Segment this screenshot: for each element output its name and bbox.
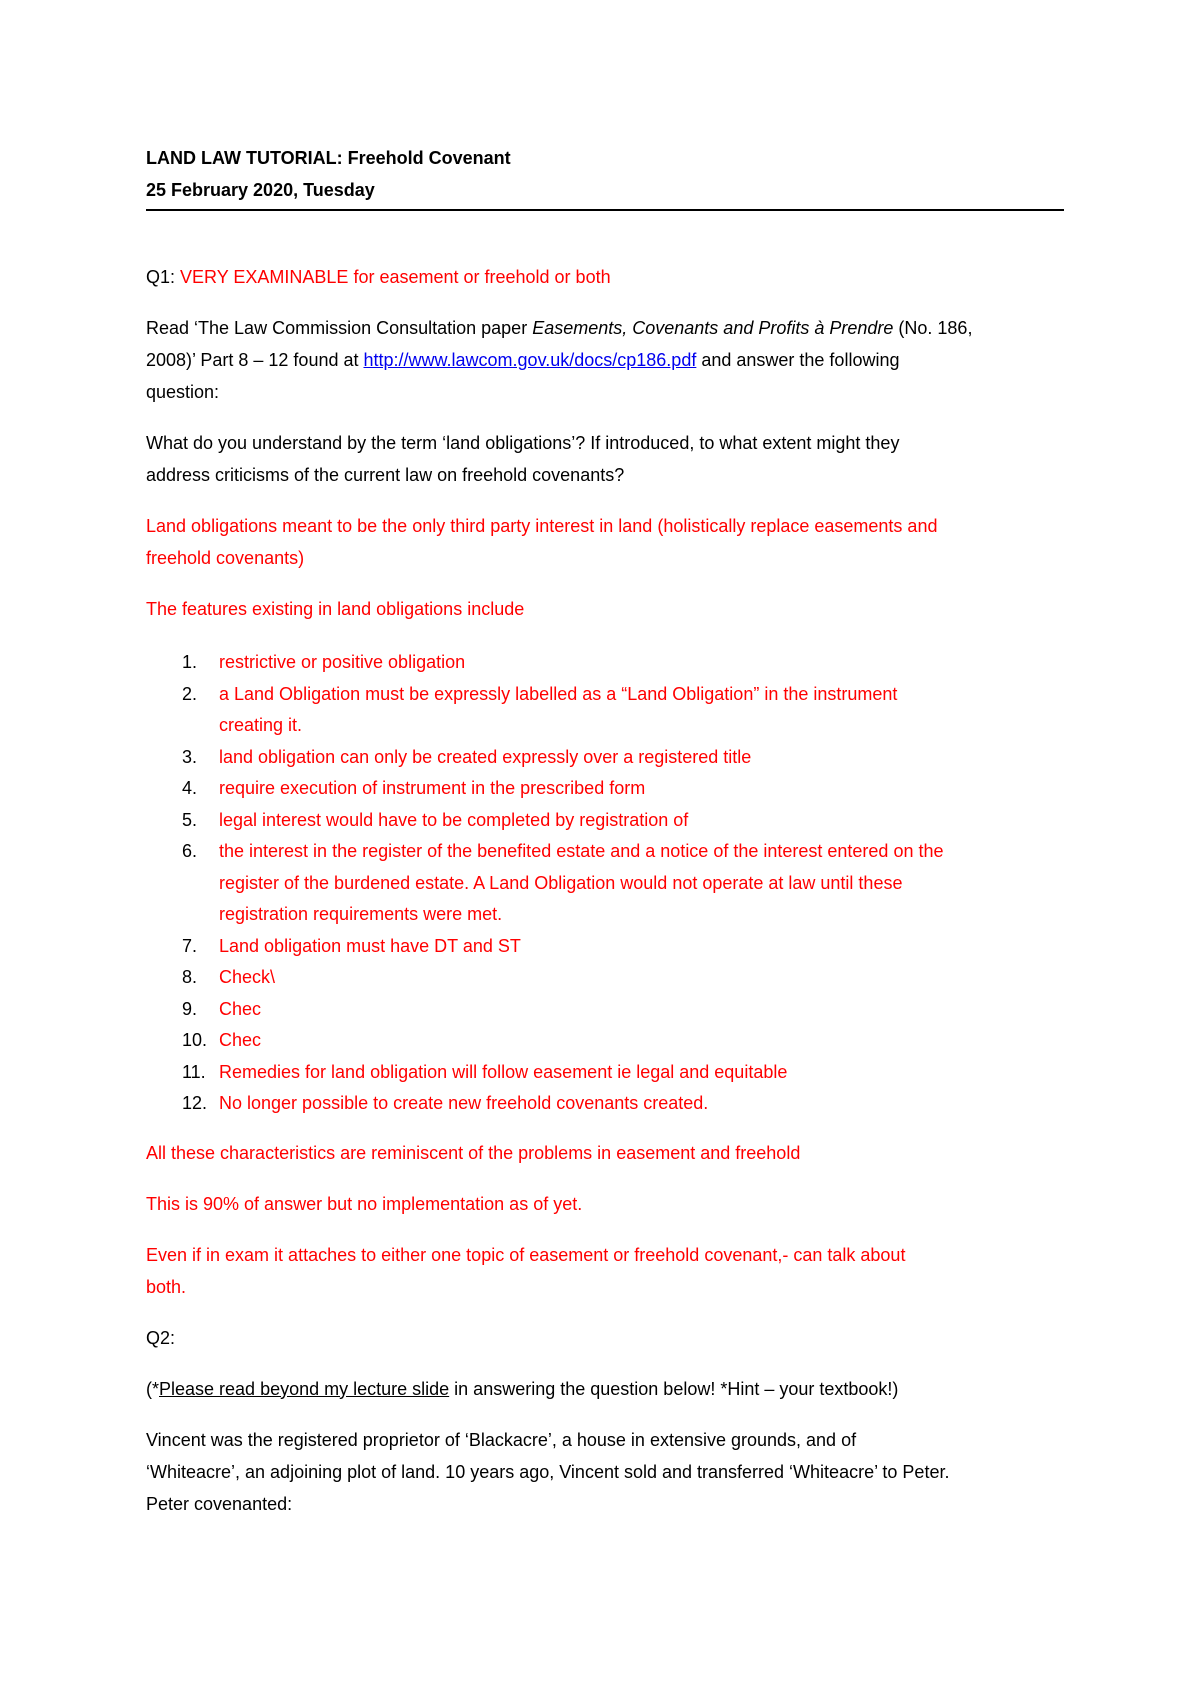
feature-item [146, 773, 1064, 805]
q2-body [146, 1424, 1064, 1520]
document-date: 25 February 2020, Tuesday [146, 180, 375, 200]
feature-item [146, 647, 1064, 679]
feature-item [146, 1088, 1064, 1120]
answer-line: Land obligations meant to be the only third party interest in land (holistically replace easements and [146, 516, 938, 536]
document-title [146, 142, 1064, 174]
answer-line: freehold covenants) [146, 548, 305, 568]
feature-item [146, 931, 1064, 963]
feature-number: 8. [182, 967, 198, 987]
feature-item [146, 679, 1064, 711]
feature-item [146, 836, 1064, 868]
read-line2-prefix: 2008)’ Part 8 – 12 found at [146, 350, 364, 370]
feature-number: 12. [182, 1093, 208, 1113]
read-line2-suffix: and answer the following [696, 350, 900, 370]
feature-number: 1. [182, 652, 198, 672]
feature-number: 5. [182, 809, 198, 830]
feature-number: 2. [182, 683, 198, 704]
header-divider [146, 209, 1064, 211]
feature-text: register of the burdened estate. A Land Obligation would not operate at law until these [219, 872, 903, 893]
q1-answer [146, 510, 1064, 574]
feature-text: Land obligation must have DT and ST [219, 935, 521, 956]
hint-underlined: Please read beyond my lecture slide [159, 1378, 450, 1399]
read-prefix: Read ‘The Law Commission Consultation paper [146, 318, 533, 338]
feature-text: Remedies for land obligation will follow easement ie legal and equitable [219, 1061, 788, 1082]
consultation-paper-link[interactable]: http://www.lawcom.gov.uk/docs/cp186.pdf [363, 350, 697, 370]
hint-open: (* [146, 1378, 159, 1399]
q2-body-line: ‘Whiteacre’, an adjoining plot of land. 10 years ago, Vincent sold and transferred ‘Whiteacre’ to Peter. [146, 1461, 950, 1482]
q2-hint [146, 1373, 1064, 1405]
feature-item [146, 1025, 1064, 1057]
feature-text: No longer possible to create new freehold covenants created. [219, 1093, 709, 1113]
feature-number: 11. [182, 1061, 206, 1082]
summary-characteristics: All these characteristics are reminiscent of the problems in easement and freehold [146, 1142, 801, 1163]
feature-number: 9. [182, 998, 198, 1019]
q2-heading: Q2: [146, 1327, 176, 1348]
title-rest: Freehold Covenant [347, 148, 511, 168]
feature-text: Chec [219, 1030, 262, 1050]
feature-number: 3. [182, 746, 198, 767]
feature-text: Chec [219, 998, 262, 1019]
hint-rest: in answering the question below! *Hint – your textbook!) [449, 1378, 899, 1399]
feature-item [146, 994, 1064, 1026]
q1-question [146, 427, 1064, 491]
summary-exam-note [146, 1239, 1064, 1303]
question-line: What do you understand by the term ‘land obligations’? If introduced, to what extent might they [146, 433, 900, 453]
feature-item [146, 899, 1064, 931]
read-mid: (No. 186, [893, 318, 973, 338]
feature-number: 10. [182, 1030, 208, 1050]
summary-implementation: This is 90% of answer but no implementation as of yet. [146, 1193, 583, 1214]
document-page [146, 142, 1064, 1520]
title-bold: LAND LAW TUTORIAL: [146, 148, 343, 168]
feature-item [146, 710, 1064, 742]
feature-text: a Land Obligation must be expressly labelled as a “Land Obligation” in the instrument [219, 683, 898, 704]
q1-reading-instruction [146, 312, 1064, 408]
feature-item [146, 742, 1064, 774]
feature-text: legal interest would have to be completed by registration of [219, 809, 689, 830]
feature-text: Check\ [219, 967, 276, 987]
exam-note-line: both. [146, 1276, 187, 1297]
features-intro: The features existing in land obligations include [146, 599, 525, 619]
q1-heading [146, 261, 1064, 293]
feature-text: land obligation can only be created expressly over a registered title [219, 746, 752, 767]
feature-text: registration requirements were met. [219, 904, 503, 924]
q1-note: VERY EXAMINABLE for easement or freehold or both [180, 267, 611, 287]
feature-item [146, 868, 1064, 900]
feature-number: 7. [182, 935, 198, 956]
question-line: address criticisms of the current law on freehold covenants? [146, 465, 625, 485]
paper-title: Easements, Covenants and Profits à Prendre [532, 318, 894, 338]
feature-item [146, 805, 1064, 837]
feature-text: the interest in the register of the benefited estate and a notice of the interest entered on the [219, 841, 944, 861]
q2-body-line: Vincent was the registered proprietor of ‘Blackacre’, a house in extensive grounds, and of [146, 1429, 857, 1450]
features-list [146, 647, 1064, 1120]
feature-text: restrictive or positive obligation [219, 652, 466, 672]
q1-label: Q1: [146, 267, 176, 287]
feature-number: 6. [182, 841, 198, 861]
feature-number: 4. [182, 778, 198, 798]
feature-text: creating it. [219, 715, 303, 735]
exam-note-line: Even if in exam it attaches to either one topic of easement or freehold covenant,- can talk about [146, 1244, 906, 1265]
read-line3: question: [146, 382, 220, 402]
feature-item [146, 1057, 1064, 1089]
feature-text: require execution of instrument in the prescribed form [219, 778, 646, 798]
q2-body-line: Peter covenanted: [146, 1493, 293, 1514]
feature-item [146, 962, 1064, 994]
